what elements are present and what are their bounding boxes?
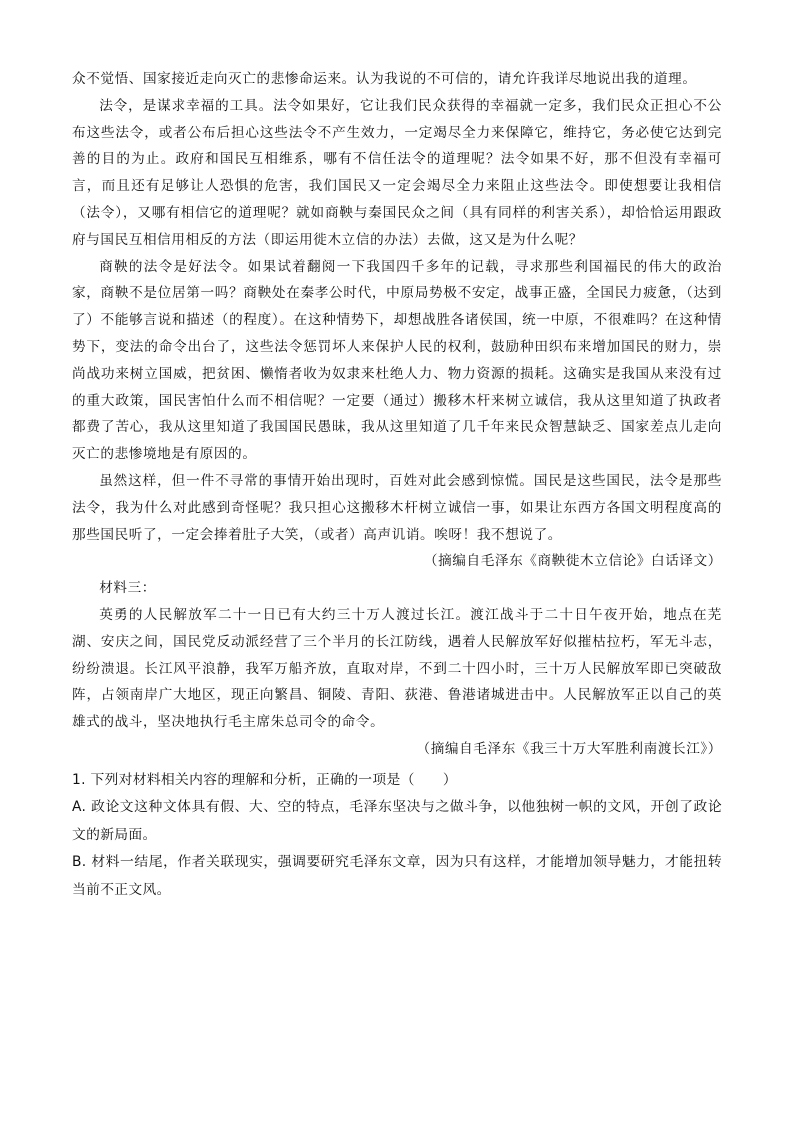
source-citation-1: （摘编自毛泽东《商鞅徙木立信论》白话译文） bbox=[423, 553, 722, 570]
option-b: B. 材料一结尾，作者关联现实，强调要研究毛泽东文章，因为只有这样，才能增加领导魅力，才能扭转当前不正文风。 bbox=[72, 854, 722, 898]
reading-passage bbox=[72, 66, 722, 763]
passage-paragraph-1: 法令，是谋求幸福的工具。法令如果好，它让我们民众获得的幸福就一定多，我们民众正担心不公布这些法令，或者公布后担心这些法令不产生效力，一定竭尽全力来保障它，维持它，务必使它达到完善的目的为止。政府和国民互相维系，哪有不信任法令的道理呢？法令如果不好，那不但没有幸福可言，而且还有足够让人恐惧的危害，我们国民又一定会竭尽全力来阻止这些法令。即使想要让我相信（法令），又哪有相信它的道理呢？就如商鞅与秦国民众之间（具有同样的利害关系），却恰恰运用跟政府与国民互相信用相反的方法（即运用徙木立信的办法）去做，这又是为什么呢？ bbox=[72, 97, 722, 248]
passage-paragraph-3: 虽然这样，但一件不寻常的事情开始出现时，百姓对此会感到惊慌。国民是这些国民，法令是那些法令，我为什么对此感到奇怪呢？我只担心这搬移木杆树立诚信一事，如果让东西方各国文明程度高的那些国民听了，一定会捧着肚子大笑，（或者）高声讥诮。唉呀！我不想说了。 bbox=[72, 472, 722, 543]
passage-paragraph-2: 商鞅的法令是好法令。如果试着翻阅一下我国四千多年的记载，寻求那些利国福民的伟大的政治家，商鞅不是位居第一吗？商鞅处在秦孝公时代，中原局势极不安定，战事正盛，全国民力疲惫，（达到了）不能够言说和描述（的程度）。在这种情势下，却想战胜各诸侯国，统一中原，不很难吗？在这种情势下，变法的命令出台了，这些法令惩罚坏人来保护人民的权利，鼓励种田织布来增加国民的财力，崇尚战功来树立国威，把贫困、懒惰者收为奴隶来杜绝人力、物力资源的损耗。这确实是我国从来没有过的重大政策，国民害怕什么而不相信呢？一定要（通过）搬移木杆来树立诚信，我从这里知道了执政者都费了苦心，我从这里知道了我国国民愚昧，我从这里知道了几千年来民众智慧缺乏、国家差点儿走向灭亡的悲惨境地是有原因的。 bbox=[72, 258, 722, 463]
source-citation-2: （摘编自毛泽东《我三十万大军胜利南渡长江》） bbox=[416, 740, 722, 757]
question-block bbox=[72, 767, 722, 905]
option-a: A. 政论文这种文体具有假、大、空的特点，毛泽东坚决与之做斗争，以他独树一帜的文风，开创了政论文的新局面。 bbox=[72, 799, 722, 843]
document-page bbox=[72, 66, 722, 904]
material-3-label: 材料三： bbox=[99, 580, 156, 597]
material-3-paragraph: 英勇的人民解放军二十一日已有大约三十万人渡过长江。渡江战斗于二十日午夜开始，地点在芜湖、安庆之间，国民党反动派经营了三个半月的长江防线，遇着人民解放军好似摧枯拉朽，军无斗志，纷纷溃退。长江风平浪静，我军万船齐放，直取对岸，不到二十四小时，三十万人民解放军即已突破敌阵，占领南岸广大地区，现正向繁昌、铜陵、青阳、荻港、鲁港诸城进击中。人民解放军正以自己的英雄式的战斗，坚决地执行毛主席朱总司令的命令。 bbox=[72, 606, 722, 731]
question-stem: 1. 下列对材料相关内容的理解和分析，正确的一项是（ ） bbox=[72, 771, 457, 788]
passage-paragraph-0: 众不觉悟、国家接近走向灭亡的悲惨命运来。认为我说的不可信的，请允许我详尽地说出我的道理。 bbox=[72, 71, 697, 87]
